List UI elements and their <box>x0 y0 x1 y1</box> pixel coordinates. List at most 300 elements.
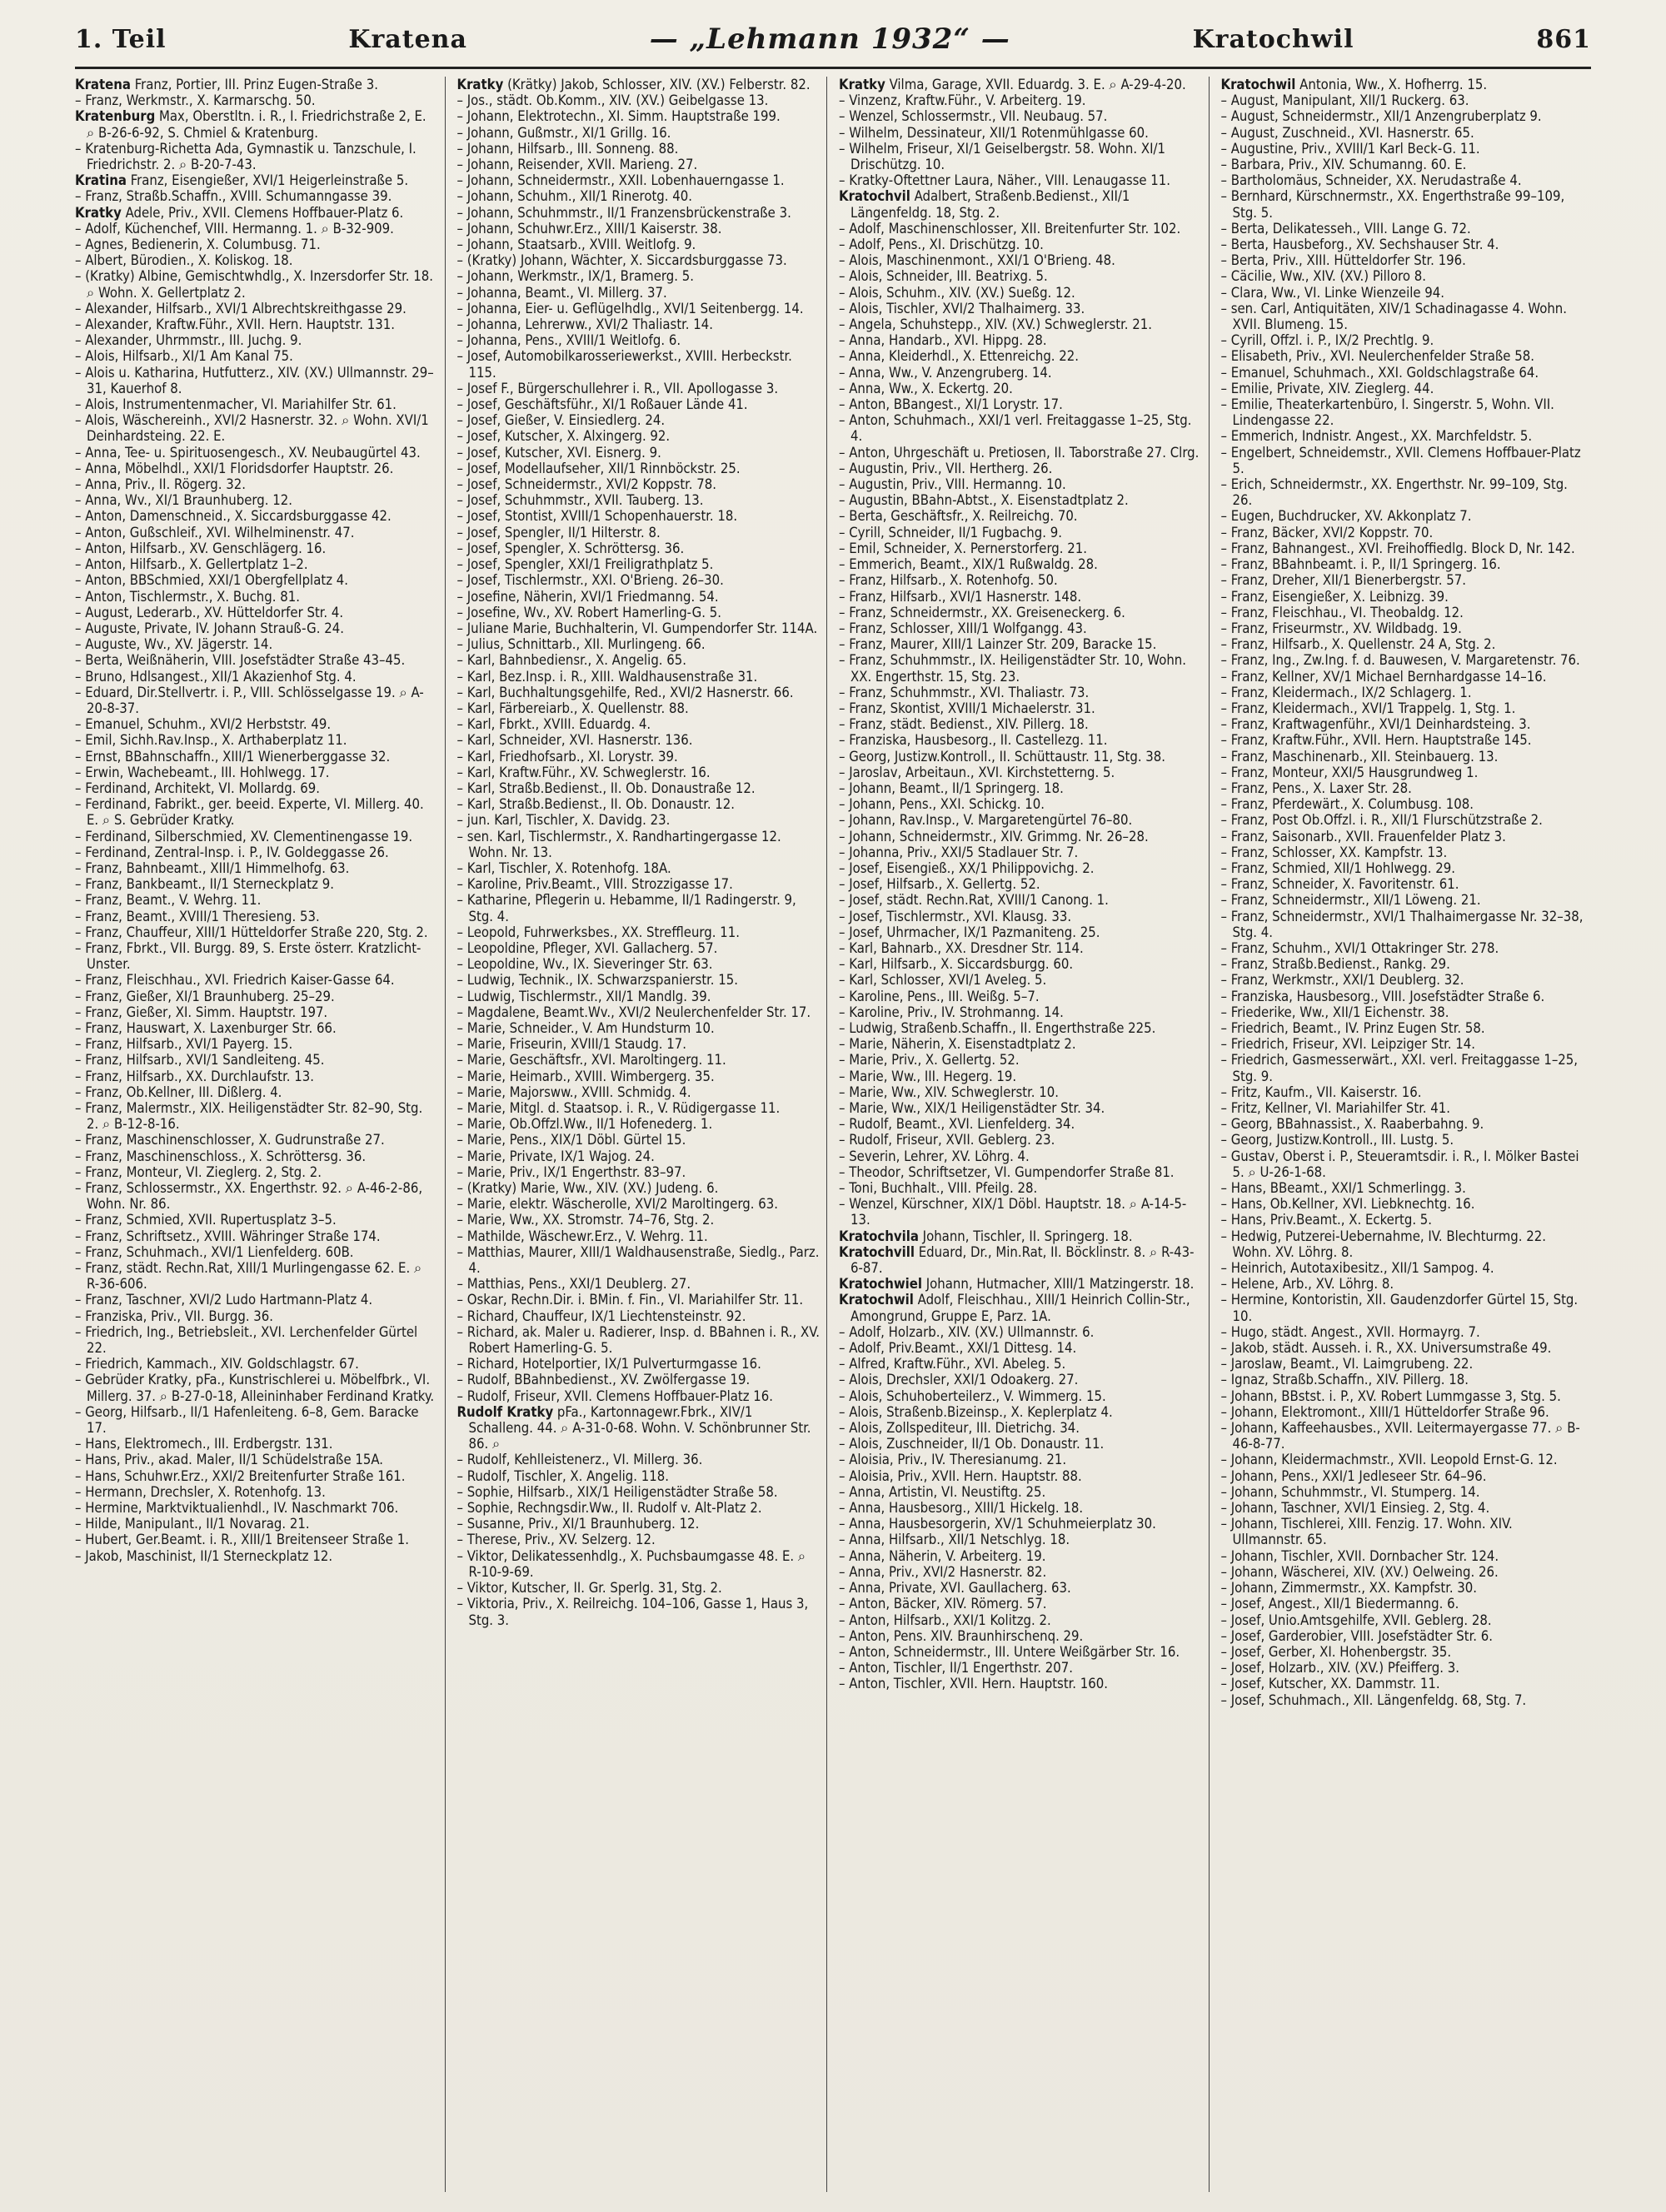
directory-entry <box>75 989 438 1004</box>
directory-entry <box>75 445 438 461</box>
directory-entry <box>75 237 438 252</box>
entry-text: – Elisabeth, Priv., XVI. Neulerchenfelder Straße 58. <box>1220 348 1534 365</box>
column-2 <box>457 77 828 2192</box>
directory-entry <box>1221 188 1585 220</box>
directory-entry <box>839 1020 1202 1036</box>
directory-entry <box>1221 620 1585 636</box>
entry-text: – Heinrich, Autotaxibesitz., XII/1 Sampog. 4. <box>1220 1260 1494 1277</box>
entry-text: – Franz, Bankbeamt., II/1 Sterneckplatz 9. <box>75 876 334 893</box>
directory-entry <box>75 685 438 716</box>
entry-text: – Augustin, BBahn-Abtst., X. Eisenstadtplatz 2. <box>839 492 1129 509</box>
directory-entry <box>839 92 1202 108</box>
directory-entry <box>457 492 821 508</box>
directory-entry <box>457 381 821 396</box>
entry-text: – Marie, Private, IX/1 Wajog. 24. <box>456 1148 655 1164</box>
entry-surname: Kratky <box>839 77 885 92</box>
directory-entry <box>457 1356 821 1372</box>
entry-text: – Bartholomäus, Schneider, XX. Nerudastraße 4. <box>1220 172 1522 189</box>
directory-entry <box>1221 541 1585 556</box>
directory-entry <box>1221 396 1585 428</box>
entry-text: – Franz, Kraftwagenführ., XVI/1 Deinhardsteing. 3. <box>1220 716 1531 733</box>
directory-entry <box>457 605 821 620</box>
entry-text: – Berta, Geschäftsfr., X. Reilreichg. 70. <box>839 508 1078 525</box>
directory-entry <box>839 812 1202 828</box>
directory-entry <box>839 445 1202 461</box>
entry-text: – Johanna, Eier- u. Geflügelhdlg., XVI/1 Seitenbergg. 14. <box>456 300 804 316</box>
entry-text: – Franz, Schuhm., XVI/1 Ottakringer Str. 278. <box>1220 939 1499 956</box>
directory-entry <box>457 1196 821 1212</box>
directory-entry <box>75 652 438 668</box>
entry-text: – Johann, Schuhm., XII/1 Rinerotg. 40. <box>456 188 692 205</box>
entry-text: – Emilie, Private, XIV. Zieglerg. 44. <box>1220 380 1434 396</box>
entry-text: – Franz, Hilfsarb., XVI/1 Hasnerstr. 148. <box>839 588 1082 605</box>
entry-text: – Franz, Maschinenschlosser, X. Gudrunstraße 27. <box>75 1132 385 1148</box>
entry-text: – Matthias, Pens., XXI/1 Deublerg. 27. <box>456 1276 691 1293</box>
column-3 <box>839 77 1210 2192</box>
entry-text: – Johann, Schuhmmstr., VI. Stumperg. 14. <box>1220 1483 1480 1500</box>
directory-entry <box>1221 348 1585 364</box>
directory-entry <box>75 1004 438 1020</box>
entry-text: – Fritz, Kaufm., VII. Kaiserstr. 16. <box>1220 1084 1422 1100</box>
directory-entry <box>457 221 821 237</box>
entry-text: – Cäcilie, Ww., XIV. (XV.) Pilloro 8. <box>1220 268 1426 285</box>
directory-entry <box>75 332 438 348</box>
entry-text: – Josef, Schneidermstr., XVI/2 Koppstr. 78. <box>456 476 716 493</box>
entry-text: – Matthias, Maurer, XIII/1 Waldhausenstraße, Siedlg., Parz. 4. <box>456 1243 820 1277</box>
directory-entry <box>457 1084 821 1100</box>
directory-entry <box>1221 332 1585 348</box>
entry-text: – Hermann, Drechsler, X. Rotenhofg. 13. <box>75 1483 326 1500</box>
entry-text: – Franz, Gießer, XI. Simm. Hauptstr. 197. <box>75 1004 328 1020</box>
directory-entry <box>1221 525 1585 541</box>
directory-entry <box>839 1644 1202 1660</box>
directory-entry <box>457 188 821 204</box>
directory-entry <box>457 1164 821 1180</box>
directory-entry <box>1221 252 1585 268</box>
entry-text: – August, Lederarb., XV. Hütteldorfer Str. 4. <box>75 604 344 620</box>
directory-entry <box>75 1356 438 1372</box>
directory-entry <box>75 1069 438 1084</box>
directory-entry <box>839 525 1202 541</box>
directory-entry <box>75 348 438 364</box>
directory-entry <box>1221 1644 1585 1660</box>
entry-text: – Franz, Kleidermach., XVI/1 Trappelg. 1, Stg. 1. <box>1220 700 1516 716</box>
entry-text: – Bernhard, Kürschnermstr., XX. Engerthstraße 99–109, Stg. 5. <box>1220 188 1565 221</box>
directory-entry <box>839 1276 1202 1292</box>
entry-text: – Franziska, Hausbesorg., VIII. Josefstädter Straße 6. <box>1220 988 1545 1004</box>
entry-text: – Karl, Straßb.Bedienst., II. Ob. Donaustraße 12. <box>456 780 756 796</box>
directory-entry <box>1221 268 1585 284</box>
directory-entry <box>1221 1452 1585 1467</box>
entry-text: – Anton, Gußschleif., XVI. Wilhelminenstr. 47. <box>75 524 355 541</box>
entry-text: – Josef, Eisengieß., XX/1 Philippovichg. 2. <box>839 859 1095 876</box>
entry-text: – Karl, Buchhaltungsgehilfe, Red., XVI/2 Hasnerstr. 66. <box>456 684 794 700</box>
entry-text: – Franz, Schneider, X. Favoritenstr. 61. <box>1220 876 1459 893</box>
directory-entry <box>75 620 438 636</box>
directory-entry <box>457 205 821 221</box>
directory-entry <box>75 572 438 588</box>
directory-entry <box>839 892 1202 908</box>
directory-entry <box>457 412 821 428</box>
directory-entry <box>1221 428 1585 444</box>
directory-entry <box>75 525 438 541</box>
directory-entry <box>1221 1516 1585 1547</box>
entry-text: – Johann, Werkmstr., IX/1, Bramerg. 5. <box>456 268 694 285</box>
entry-text: – Johann, Schneidermstr., XIV. Grimmg. Nr. 26–28. <box>839 828 1149 844</box>
directory-entry <box>839 381 1202 396</box>
entry-text: – Engelbert, Schneidemstr., XVII. Clemens Hoffbauer-Platz 5. <box>1220 444 1581 476</box>
entry-text: – Alexander, Kraftw.Führ., XVII. Hern. Hauptstr. 131. <box>75 316 395 333</box>
entry-text: – Josef, Spengler, X. Schröttersg. 36. <box>456 540 685 556</box>
entry-text: – Franz, Schneidermstr., XII/1 Löweng. 21. <box>1220 892 1481 909</box>
left-guide-term: Kratena <box>348 24 467 54</box>
entry-text: – Adolf, Pens., XI. Drischützg. 10. <box>839 237 1044 253</box>
directory-entry <box>457 700 821 716</box>
entry-text: – Franz, Werkmstr., X. Karmarschg. 50. <box>75 92 316 109</box>
directory-entry <box>1221 508 1585 524</box>
entry-text: – Toni, Buchhalt., VIII. Pfeilg. 28. <box>839 1180 1038 1197</box>
entry-text: – August, Manipulant, XII/1 Ruckerg. 63. <box>1220 92 1469 109</box>
entry-text: – Viktoria, Priv., X. Reilreichg. 104–106, Gasse 1, Haus 3, Stg. 3. <box>456 1596 809 1628</box>
entry-text: – Theodor, Schriftsetzer, VI. Gumpendorfer Straße 81. <box>839 1163 1175 1180</box>
entry-text: – Anton, Tischlermstr., X. Buchg. 81. <box>75 588 300 605</box>
directory-entry <box>839 556 1202 572</box>
entry-text: – Franz, Bäcker, XVI/2 Koppstr. 70. <box>1220 524 1434 541</box>
entry-text: – Marie, Näherin, X. Eisenstadtplatz 2. <box>839 1036 1076 1053</box>
directory-entry <box>1221 1116 1585 1132</box>
directory-entry <box>1221 1084 1585 1100</box>
directory-entry <box>457 541 821 556</box>
column-1 <box>75 77 446 2192</box>
directory-entry <box>839 636 1202 652</box>
directory-entry <box>839 1100 1202 1116</box>
directory-entry <box>457 765 821 780</box>
entry-text: – Anna, Hilfsarb., XII/1 Netschlyg. 18. <box>839 1532 1070 1548</box>
entry-text: – Susanne, Priv., XI/1 Braunhuberg. 12. <box>456 1516 700 1532</box>
entry-text: – Anton, BBSchmied, XXI/1 Obergfellplatz 4. <box>75 572 349 589</box>
directory-entry <box>1221 1564 1585 1580</box>
entry-text: – Richard, Chauffeur, IX/1 Liechtensteinstr. 92. <box>456 1308 746 1324</box>
entry-text: – Karl, Schneider, XVI. Hasnerstr. 136. <box>456 732 693 749</box>
entry-surname: Kratochvila <box>839 1228 919 1244</box>
entry-text: – Sophie, Rechngsdir.Ww., II. Rudolf v. Alt-Platz 2. <box>456 1500 762 1517</box>
entry-text: – jun. Karl, Tischler, X. Davidg. 23. <box>456 812 671 829</box>
entry-text: – Josefine, Wv., XV. Robert Hamerling-G. 5. <box>456 604 721 620</box>
entry-text: – Johanna, Beamt., VI. Millerg. 37. <box>456 284 667 301</box>
entry-text: – Georg, BBahnassist., X. Raaberbahng. 9. <box>1220 1116 1484 1133</box>
directory-entry <box>75 1468 438 1484</box>
entry-text: Johann, Hutmacher, XIII/1 Matzingerstr. 18. <box>925 1276 1195 1293</box>
directory-entry <box>457 556 821 572</box>
entry-text: – Johann, Rav.Insp., V. Margaretengürtel 76–80. <box>839 812 1133 829</box>
entry-text: – Adolf, Holzarb., XIV. (XV.) Ullmannstr. 6. <box>839 1323 1095 1340</box>
entry-text: – Alois, Drechsler, XXI/1 Odoakerg. 27. <box>839 1372 1079 1388</box>
directory-entry <box>75 669 438 685</box>
directory-entry <box>457 141 821 157</box>
entry-text: – Friedrich, Friseur, XVI. Leipziger Str. 14. <box>1220 1036 1476 1053</box>
entry-text: – Franz, Maschinenschloss., X. Schröttersg. 36. <box>75 1148 367 1164</box>
entry-surname: Kratochwiel <box>839 1276 923 1293</box>
directory-entry <box>457 1036 821 1052</box>
entry-text: – Franz, Kleidermach., IX/2 Schlagerg. 1. <box>1220 684 1472 700</box>
directory-entry <box>839 972 1202 988</box>
directory-entry <box>1221 1036 1585 1052</box>
entry-text: – Aloisia, Priv., IV. Theresianumg. 21. <box>839 1452 1067 1468</box>
directory-entry <box>75 492 438 508</box>
directory-entry <box>839 1436 1202 1452</box>
directory-entry <box>75 556 438 572</box>
entry-text: – Emil, Schneider, X. Pernerstorferg. 21. <box>839 540 1087 556</box>
directory-entry <box>839 301 1202 316</box>
entry-text: – Johann, Taschner, XVI/1 Einsieg. 2, Stg. 4. <box>1220 1500 1490 1517</box>
directory-entry <box>1221 1420 1585 1452</box>
entry-text: – Johann, Tischler, XVII. Dornbacher Str. 124. <box>1220 1547 1499 1564</box>
entry-text: – Franz, Skontist, XVIII/1 Michaelerstr. 31. <box>839 700 1095 716</box>
entry-text: – Jaroslaw, Beamt., VI. Laimgrubeng. 22. <box>1220 1356 1474 1373</box>
directory-entry <box>1221 1004 1585 1020</box>
directory-entry <box>839 1196 1202 1228</box>
entry-text: – Marie, elektr. Wäscherolle, XVI/2 Maroltingerg. 63. <box>456 1196 778 1213</box>
directory-entry <box>457 924 821 940</box>
entry-text: – (Kratky) Albine, Gemischtwhdlg., X. Inzersdorfer Str. 18. ⌕ Wohn. X. Gellertplatz 2. <box>75 268 433 301</box>
directory-entry <box>1221 989 1585 1004</box>
directory-entry <box>839 1084 1202 1100</box>
entry-text: – Josef, Angest., XII/1 Biedermanng. 6. <box>1220 1596 1459 1612</box>
directory-entry <box>839 1548 1202 1564</box>
entry-text: – Marie, Ww., XIX/1 Heiligenstädter Str. 34. <box>839 1100 1105 1116</box>
directory-entry <box>839 1532 1202 1547</box>
directory-entry <box>1221 1676 1585 1691</box>
directory-entry <box>457 1020 821 1036</box>
entry-text: – Josef, Gerber, XI. Hohenbergstr. 35. <box>1220 1643 1452 1660</box>
entry-text: Vilma, Garage, XVII. Eduardg. 3. E. ⌕ A-29-4-20. <box>889 77 1186 92</box>
entry-text: – Franz, Fleischhau., VI. Theobaldg. 12. <box>1220 604 1464 620</box>
entry-text: – Anton, Pens. XIV. Braunhirschenq. 29. <box>839 1627 1084 1644</box>
entry-text: – Johann, Gußmstr., XI/1 Grillg. 16. <box>456 124 671 141</box>
entry-text: – Johann, Schuhwr.Erz., XIII/1 Kaiserstr. 38. <box>456 220 722 237</box>
directory-entry <box>839 125 1202 141</box>
directory-entry <box>1221 892 1585 908</box>
entry-text: – Anna, Priv., II. Rögerg. 32. <box>75 476 246 493</box>
directory-entry <box>839 732 1202 748</box>
entry-text: – Hans, Priv.Beamt., X. Eckertg. 5. <box>1220 1212 1433 1228</box>
directory-entry <box>457 301 821 316</box>
entry-text: – Josef, Automobilkarosseriewerkst., XVIII. Herbeckstr. 115. <box>456 348 792 381</box>
directory-entry <box>839 1468 1202 1484</box>
entry-text: – Josef, Kutscher, X. Alxingerg. 92. <box>456 428 671 445</box>
entry-text: – Viktor, Kutscher, II. Gr. Sperlg. 31, Stg. 2. <box>456 1580 722 1597</box>
entry-text: – Georg, Hilfsarb., II/1 Hafenleiteng. 6–8, Gem. Baracke 17. <box>75 1403 419 1437</box>
directory-entry <box>75 1452 438 1467</box>
directory-entry <box>839 1004 1202 1020</box>
entry-text: – Anton, Bäcker, XIV. Römerg. 57. <box>839 1596 1047 1612</box>
directory-entry <box>839 188 1202 220</box>
directory-entry <box>839 396 1202 412</box>
entry-text: – Franz, Maurer, XIII/1 Lainzer Str. 209, Baracke 15. <box>839 636 1157 653</box>
directory-entry <box>457 92 821 108</box>
entry-text: – Berta, Weißnäherin, VIII. Josefstädter Straße 43–45. <box>75 652 406 669</box>
entry-text: – Josef, Spengler, II/1 Hilterstr. 8. <box>456 524 661 541</box>
entry-text: – Josef, Kutscher, XVI. Eisnerg. 9. <box>456 444 661 461</box>
directory-entry <box>457 1148 821 1164</box>
directory-entry <box>839 620 1202 636</box>
entry-surname: Kratochwil <box>1220 77 1296 92</box>
entry-text: – Johann, Tischlerei, XIII. Fenzig. 17. Wohn. XIV. Ullmannstr. 65. <box>1220 1516 1513 1548</box>
entry-text: – Josef, Schuhmach., XII. Längenfeldg. 68, Stg. 7. <box>1220 1691 1527 1708</box>
directory-entry <box>839 1484 1202 1500</box>
entry-text: – Johann, Pens., XXI. Schickg. 10. <box>839 796 1045 813</box>
directory-entry <box>75 1372 438 1403</box>
entry-text: – Johann, Reisender, XVII. Marieng. 27. <box>456 157 698 173</box>
directory-entry <box>457 508 821 524</box>
entry-text: – Josef F., Bürgerschullehrer i. R., VII. Apollogasse 3. <box>456 380 779 396</box>
directory-entry <box>75 1484 438 1500</box>
entry-text: – Johanna, Pens., XVIII/1 Weitlofg. 6. <box>456 332 681 349</box>
page-number: 861 <box>1536 24 1591 54</box>
entry-text: – Hans, Elektromech., III. Erdbergstr. 131. <box>75 1436 333 1452</box>
directory-entry <box>839 1148 1202 1164</box>
directory-entry <box>1221 1692 1585 1708</box>
entry-text: – Augustin, Priv., VIII. Hermanng. 10. <box>839 476 1066 493</box>
directory-entry <box>839 1356 1202 1372</box>
directory-entry <box>1221 92 1585 108</box>
entry-text: – Franz, Schlosser, XX. Kampfstr. 13. <box>1220 844 1448 860</box>
directory-entry <box>457 636 821 652</box>
publication-title: — „Lehmann 1932“ — <box>649 22 1010 56</box>
directory-entry <box>1221 1468 1585 1484</box>
entry-text: – Anna, Ww., V. Anzengruberg. 14. <box>839 364 1052 381</box>
directory-entry <box>75 796 438 828</box>
entry-text: – Leopoldine, Wv., IX. Sieveringer Str. 63. <box>456 956 713 973</box>
directory-entry <box>75 1228 438 1244</box>
directory-entry <box>457 1452 821 1467</box>
directory-entry <box>75 1132 438 1148</box>
entry-text: – Johann, Kleidermachmstr., XVII. Leopold Ernst-G. 12. <box>1220 1452 1558 1468</box>
entry-text: – Josef, Gießer, V. Einsiedlerg. 24. <box>456 412 666 429</box>
directory-entry <box>1221 1100 1585 1116</box>
entry-text: – (Kratky) Marie, Ww., XIV. (XV.) Judeng. 6. <box>456 1180 719 1197</box>
directory-entry <box>839 909 1202 924</box>
directory-entry <box>1221 829 1585 844</box>
directory-entry <box>457 620 821 636</box>
directory-entry <box>1221 1324 1585 1340</box>
directory-entry <box>839 1052 1202 1068</box>
directory-entry <box>457 172 821 188</box>
entry-text: – Alois, Zuschneider, II/1 Ob. Donaustr. 11. <box>839 1436 1105 1452</box>
entry-text: – Franz, Ing., Zw.Ing. f. d. Bauwesen, V. Margaretenstr. 76. <box>1220 652 1580 669</box>
directory-entry <box>457 445 821 461</box>
directory-entry <box>1221 1372 1585 1387</box>
entry-text: – Eduard, Dir.Stellvertr. i. P., VIII. Schlösselgasse 19. ⌕ A-20-8-37. <box>75 684 424 716</box>
entry-text: Adalbert, Straßenb.Bedienst., XII/1 Längenfeldg. 18, Stg. 2. <box>850 188 1130 221</box>
directory-entry <box>839 796 1202 812</box>
directory-entry <box>457 1404 821 1452</box>
directory-entry <box>839 1324 1202 1340</box>
directory-entry <box>75 1516 438 1532</box>
directory-entry <box>1221 1612 1585 1628</box>
directory-entry <box>457 525 821 541</box>
entry-text: – Franz, städt. Rechn.Rat, XIII/1 Murlingengasse 62. E. ⌕ R-36-606. <box>75 1260 422 1293</box>
directory-entry <box>839 1132 1202 1148</box>
entry-text: – August, Zuschneid., XVI. Hasnerstr. 65. <box>1220 124 1474 141</box>
entry-text: – Franz, Kellner, XV/1 Michael Bernhardgasse 14–16. <box>1220 668 1547 685</box>
entry-text: – Julius, Schnittarb., XII. Murlingeng. 66. <box>456 636 706 653</box>
entry-text: – Anna, Private, XVI. Gaullacherg. 63. <box>839 1580 1071 1597</box>
directory-entry <box>457 876 821 892</box>
directory-entry <box>1221 285 1585 301</box>
entry-text: – Josefine, Näherin, XVI/1 Friedmanng. 54. <box>456 588 719 605</box>
entry-text: – Friederike, Ww., XII/1 Eichenstr. 38. <box>1220 1004 1449 1020</box>
directory-entry <box>839 268 1202 284</box>
directory-entry <box>1221 1580 1585 1596</box>
directory-entry <box>75 268 438 300</box>
entry-text: – Karl, Schlosser, XVI/1 Aveleg. 5. <box>839 972 1047 989</box>
entry-text: – Franz, Hilfsarb., XVI/1 Sandleiteng. 45. <box>75 1052 325 1069</box>
directory-entry <box>75 396 438 412</box>
entry-text: – Wilhelm, Dessinateur, XII/1 Rotenmühlgasse 60. <box>839 124 1149 141</box>
directory-entry <box>457 1212 821 1228</box>
entry-text: – Marie, Mitgl. d. Staatsop. i. R., V. Rüdigergasse 11. <box>456 1100 781 1116</box>
directory-entry <box>75 461 438 476</box>
directory-entry <box>1221 1148 1585 1180</box>
directory-entry <box>1221 172 1585 188</box>
directory-entry <box>1221 108 1585 124</box>
directory-entry <box>839 476 1202 492</box>
directory-entry <box>839 829 1202 844</box>
entry-text: – Josef, Modellaufseher, XII/1 Rinnböckstr. 25. <box>456 460 741 476</box>
directory-entry <box>839 348 1202 364</box>
entry-text: – Karl, Hilfsarb., X. Siccardsburgg. 60. <box>839 956 1074 973</box>
entry-text: – Kratenburg-Richetta Ada, Gymnastik u. Tanzschule, I. Friedrichstr. 2. ⌕ B-20-7-43. <box>75 140 416 173</box>
entry-text: – Karl, Kraftw.Führ., XV. Schweglerstr. 16. <box>456 764 711 780</box>
directory-entry <box>839 1244 1202 1276</box>
entry-text: – Friedrich, Ing., Betriebsleit., XVI. Lerchenfelder Gürtel 22. <box>75 1323 418 1357</box>
directory-entry <box>1221 876 1585 892</box>
entry-text: – Josef, Stontist, XVIII/1 Schopenhauerstr. 18. <box>456 508 738 525</box>
entry-text: – Anton, Uhrgeschäft u. Pretiosen, II. Taborstraße 27. Clrg. <box>839 444 1200 461</box>
directory-entry <box>1221 972 1585 988</box>
entry-text: – Erwin, Wachebeamt., III. Hohlwegg. 17. <box>75 764 330 780</box>
entry-text: – Alexander, Hilfsarb., XVI/1 Albrechtskreithgasse 29. <box>75 300 407 316</box>
entry-text: – Richard, ak. Maler u. Radierer, Insp. d. BBahnen i. R., XV. Robert Hamerling-G. 5. <box>456 1323 821 1357</box>
directory-entry <box>75 1212 438 1228</box>
entry-text: – Franz, Bahnangest., XVI. Freihoffiedlg. Block D, Nr. 142. <box>1220 540 1575 556</box>
directory-entry <box>457 396 821 412</box>
directory-entry <box>1221 125 1585 141</box>
entry-text: – Emmerich, Indnistr. Angest., XX. Marchfeldstr. 5. <box>1220 428 1533 445</box>
directory-entry <box>1221 1356 1585 1372</box>
directory-entry <box>75 780 438 796</box>
entry-text: – Johann, Hilfsarb., III. Sonneng. 88. <box>456 140 679 157</box>
directory-entry <box>1221 572 1585 588</box>
entry-surname: Kratochvil <box>839 188 910 205</box>
entry-text: – Karl, Tischler, X. Rotenhofg. 18A. <box>456 859 671 876</box>
entry-text: – Hilde, Manipulant., II/1 Novarag. 21. <box>75 1516 310 1532</box>
directory-entry <box>75 1324 438 1356</box>
entry-text: – Franz, Monteur, XXI/5 Hausgrundweg 1. <box>1220 764 1479 780</box>
directory-entry <box>457 1100 821 1116</box>
entry-text: – Josef, Spengler, XXI/1 Freiligrathplatz 5. <box>456 556 714 573</box>
directory-entry <box>1221 1484 1585 1500</box>
entry-text: – Gebrüder Kratky, pFa., Kunstrischlerei u. Möbelfbrk., VI. Millerg. 37. ⌕ B-27-0-18, Alleininhaber Ferdinand Kratky. <box>75 1372 435 1404</box>
entry-text: Franz, Eisengießer, XVI/1 Heigerleinstraße 5. <box>130 172 409 189</box>
entry-text: – Ignaz, Straßb.Schaffn., XIV. Pillerg. 18. <box>1220 1372 1469 1388</box>
directory-entry <box>839 652 1202 684</box>
entry-text: – Franz, Schuhmmstr., XVI. Thaliastr. 73. <box>839 684 1090 700</box>
entry-text: – Oskar, Rechn.Dir. i. BMin. f. Fin., VI. Mariahilfer Str. 11. <box>456 1292 804 1308</box>
entry-surname: Kratky <box>75 204 122 221</box>
entry-text: – Franz, Schmied, XVII. Rupertusplatz 3–5. <box>75 1212 337 1228</box>
